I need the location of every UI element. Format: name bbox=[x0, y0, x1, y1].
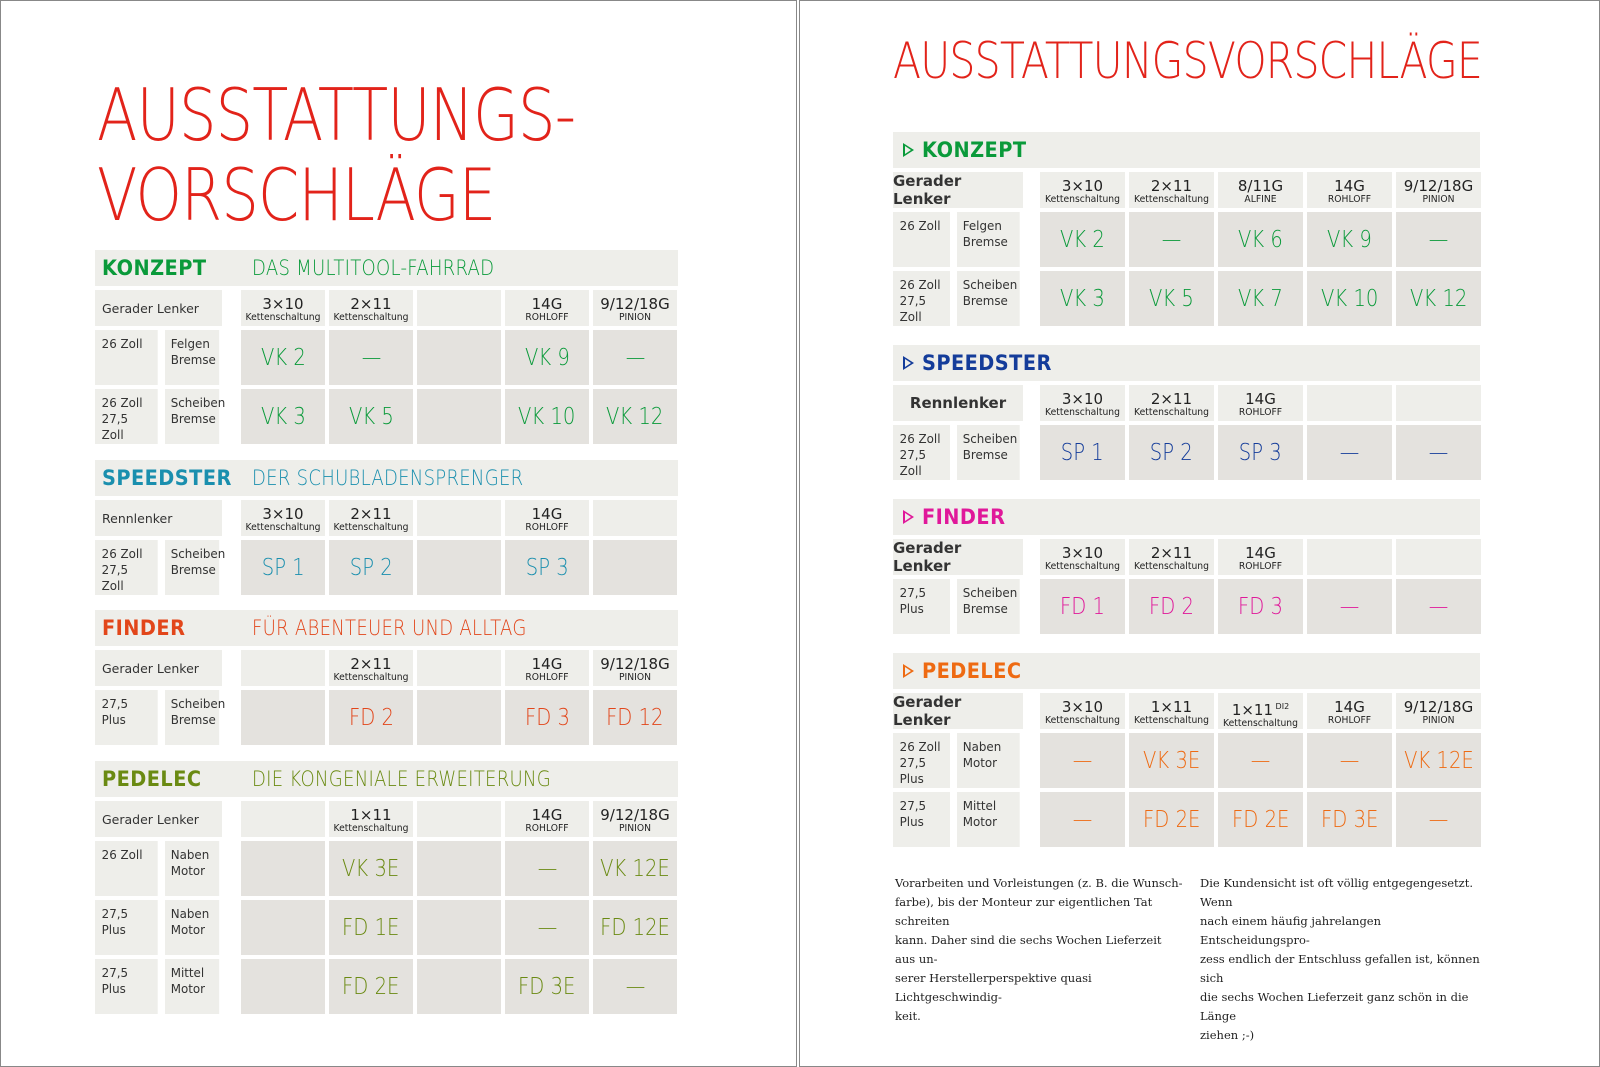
model-cell bbox=[241, 900, 325, 955]
model-cell bbox=[1218, 212, 1303, 267]
right-title: AUSSTATTUNGSVORSCHLÄGE bbox=[893, 32, 1483, 90]
column-header bbox=[593, 801, 677, 837]
brake-type: Naben Motor bbox=[957, 733, 1020, 788]
model-code: VK 6 bbox=[1238, 226, 1283, 253]
model-code: — bbox=[361, 344, 381, 371]
gear-count: 9/12/18G bbox=[1403, 698, 1474, 716]
model-code: FD 2E bbox=[1142, 806, 1201, 833]
model-code: — bbox=[1339, 593, 1360, 620]
model-code: — bbox=[1250, 747, 1271, 774]
model-cell bbox=[1307, 579, 1392, 634]
model-cell bbox=[1129, 579, 1214, 634]
model-code: — bbox=[625, 973, 645, 1000]
model-code: FD 3E bbox=[1320, 806, 1379, 833]
model-cell bbox=[241, 540, 325, 595]
model-cell bbox=[241, 841, 325, 896]
column-header bbox=[1307, 539, 1392, 575]
model-cell bbox=[241, 959, 325, 1014]
gear-type: PINION bbox=[619, 672, 651, 683]
column-header bbox=[417, 650, 501, 686]
wheel-size: 27,5 Plus bbox=[95, 900, 158, 955]
model-cell bbox=[593, 690, 677, 745]
model-code: — bbox=[1339, 439, 1360, 466]
model-cell bbox=[1040, 579, 1125, 634]
model-code: VK 5 bbox=[1149, 285, 1194, 312]
column-header bbox=[329, 290, 413, 326]
lenker-label: Gerader Lenker bbox=[893, 172, 1023, 208]
gear-count: 2×11 bbox=[1150, 390, 1193, 408]
model-code: — bbox=[1161, 226, 1182, 253]
model-cell bbox=[1129, 792, 1214, 847]
lenker-label: Gerader Lenker bbox=[95, 290, 222, 326]
model-cell bbox=[417, 389, 501, 444]
model-code: — bbox=[1428, 226, 1449, 253]
model-cell bbox=[241, 389, 325, 444]
model-code: FD 2E bbox=[1231, 806, 1290, 833]
gear-count: 3×10 bbox=[1061, 177, 1104, 195]
model-cell bbox=[1396, 212, 1481, 267]
model-cell bbox=[417, 330, 501, 385]
gear-count: 1×11 bbox=[350, 806, 392, 824]
model-code: VK 3 bbox=[260, 403, 306, 430]
gear-type: ROHLOFF bbox=[1327, 194, 1372, 205]
brake-type: Felgen Bremse bbox=[165, 330, 219, 385]
model-cell bbox=[417, 690, 501, 745]
wheel-size: 26 Zoll 27,5 Zoll bbox=[893, 271, 950, 326]
gear-type: Kettenschaltung bbox=[333, 823, 409, 834]
gear-count: 2×11 bbox=[350, 505, 392, 523]
gear-count: 9/12/18G bbox=[600, 655, 670, 673]
model-cell bbox=[1396, 733, 1481, 788]
model-code: — bbox=[1339, 747, 1360, 774]
wheel-size: 26 Zoll 27,5 Zoll bbox=[95, 389, 158, 444]
gear-type: Kettenschaltung bbox=[1045, 715, 1120, 726]
column-header bbox=[1396, 385, 1481, 421]
model-code: FD 12E bbox=[600, 914, 670, 941]
column-header bbox=[241, 500, 325, 536]
column-header bbox=[241, 650, 325, 686]
gear-count: 9/12/18G bbox=[600, 806, 670, 824]
model-code: SP 1 bbox=[1061, 439, 1104, 466]
model-cell bbox=[1307, 733, 1392, 788]
gear-count: 9/12/18G bbox=[600, 295, 670, 313]
model-cell bbox=[1218, 425, 1303, 480]
column-header bbox=[241, 290, 325, 326]
model-code: VK 2 bbox=[260, 344, 306, 371]
gear-type: ROHLOFF bbox=[1327, 715, 1372, 726]
model-code: FD 3E bbox=[518, 973, 576, 1000]
gear-type: Kettenschaltung bbox=[1045, 194, 1120, 205]
section-header-speedster bbox=[95, 460, 678, 496]
model-code: — bbox=[1428, 439, 1449, 466]
gear-count: 2×11 bbox=[350, 655, 392, 673]
gear-type: ROHLOFF bbox=[525, 522, 569, 533]
column-header bbox=[1129, 172, 1214, 208]
model-code: VK 9 bbox=[1327, 226, 1372, 253]
lenker-label: Gerader Lenker bbox=[95, 801, 222, 837]
gear-type: Kettenschaltung bbox=[1134, 407, 1209, 418]
model-cell bbox=[505, 690, 589, 745]
model-cell bbox=[1129, 733, 1214, 788]
column-header bbox=[593, 650, 677, 686]
gear-count: 8/11G bbox=[1237, 177, 1284, 195]
wheel-size: 27,5 Plus bbox=[95, 690, 158, 745]
model-code: — bbox=[1072, 747, 1093, 774]
column-header bbox=[1040, 172, 1125, 208]
model-code: FD 12 bbox=[606, 704, 664, 731]
gear-count: 1×11 $^{DI2}$ bbox=[1231, 701, 1290, 719]
model-cell bbox=[505, 841, 589, 896]
model-cell bbox=[1218, 579, 1303, 634]
play-triangle-icon bbox=[903, 143, 914, 157]
model-cell bbox=[417, 841, 501, 896]
lenker-label: Rennlenker bbox=[893, 385, 1023, 421]
model-cell bbox=[1040, 271, 1125, 326]
column-header bbox=[1218, 172, 1303, 208]
model-code: — bbox=[537, 914, 557, 941]
gear-type: Kettenschaltung bbox=[1134, 715, 1209, 726]
section-header-konzept bbox=[893, 132, 1480, 168]
left-title-line2: VORSCHLÄGE bbox=[97, 153, 496, 237]
model-cell bbox=[1040, 733, 1125, 788]
model-cell bbox=[1307, 792, 1392, 847]
model-cell bbox=[329, 900, 413, 955]
model-cell bbox=[417, 540, 501, 595]
model-cell bbox=[1307, 212, 1392, 267]
model-cell bbox=[1396, 792, 1481, 847]
section-header-konzept bbox=[95, 250, 678, 286]
left-title-line1: AUSSTATTUNGS- bbox=[97, 73, 576, 157]
brake-type: Scheiben Bremse bbox=[957, 579, 1020, 634]
brake-type: Mittel Motor bbox=[957, 792, 1020, 847]
gear-count: 14G bbox=[1334, 698, 1365, 716]
brake-type: Naben Motor bbox=[165, 900, 219, 955]
model-cell bbox=[505, 900, 589, 955]
model-code: SP 2 bbox=[349, 554, 393, 581]
model-code: — bbox=[1428, 593, 1449, 620]
model-code: FD 2 bbox=[348, 704, 394, 731]
right-page bbox=[799, 0, 1600, 1067]
model-cell bbox=[1129, 271, 1214, 326]
model-cell bbox=[505, 959, 589, 1014]
section-name: FINDER bbox=[102, 616, 186, 640]
gear-type: Kettenschaltung bbox=[1134, 194, 1209, 205]
model-code: SP 2 bbox=[1150, 439, 1193, 466]
model-cell bbox=[241, 690, 325, 745]
wheel-size: 26 Zoll bbox=[95, 841, 158, 896]
model-code: FD 1E bbox=[342, 914, 400, 941]
model-cell bbox=[1218, 792, 1303, 847]
section-header-finder bbox=[95, 610, 678, 646]
gear-count: 14G bbox=[1334, 177, 1365, 195]
model-cell bbox=[329, 540, 413, 595]
model-cell bbox=[505, 330, 589, 385]
model-code: VK 12E bbox=[1403, 747, 1474, 774]
gear-type: ALFINE bbox=[1244, 194, 1277, 205]
lenker-label: Gerader Lenker bbox=[893, 539, 1023, 575]
model-cell bbox=[329, 389, 413, 444]
brake-type: Mittel Motor bbox=[165, 959, 219, 1014]
model-cell bbox=[593, 389, 677, 444]
wheel-size: 26 Zoll bbox=[893, 212, 950, 267]
model-cell bbox=[593, 540, 677, 595]
column-header bbox=[417, 500, 501, 536]
gear-type: Kettenschaltung bbox=[1045, 407, 1120, 418]
play-triangle-icon bbox=[903, 510, 914, 524]
column-header bbox=[1129, 539, 1214, 575]
wheel-size: 26 Zoll 27,5 Zoll bbox=[95, 540, 158, 595]
gear-type: Kettenschaltung bbox=[1045, 561, 1120, 572]
column-header bbox=[1129, 385, 1214, 421]
section-subtitle: DIE KONGENIALE ERWEITERUNG bbox=[252, 767, 552, 791]
model-cell bbox=[1218, 271, 1303, 326]
brake-type: Scheiben Bremse bbox=[957, 271, 1020, 326]
brake-type: Felgen Bremse bbox=[957, 212, 1020, 267]
model-code: FD 1 bbox=[1060, 593, 1105, 620]
gear-count: 2×11 bbox=[1150, 177, 1193, 195]
model-code: VK 12E bbox=[600, 855, 670, 882]
brake-type: Scheiben Bremse bbox=[165, 389, 219, 444]
model-code: — bbox=[625, 344, 645, 371]
section-name: KONZEPT bbox=[102, 256, 207, 280]
model-code: VK 12 bbox=[1409, 285, 1468, 312]
gear-type: PINION bbox=[619, 823, 651, 834]
gear-type: Kettenschaltung bbox=[333, 522, 409, 533]
model-cell bbox=[1307, 425, 1392, 480]
wheel-size: 27,5 Plus bbox=[893, 792, 950, 847]
gear-count: 14G bbox=[531, 505, 563, 523]
model-cell bbox=[417, 959, 501, 1014]
brake-type: Scheiben Bremse bbox=[165, 690, 219, 745]
gear-type: Kettenschaltung bbox=[333, 672, 409, 683]
model-code: SP 1 bbox=[261, 554, 305, 581]
column-header bbox=[241, 801, 325, 837]
left-page bbox=[0, 0, 797, 1067]
gear-count: 2×11 bbox=[1150, 544, 1193, 562]
wheel-size: 26 Zoll bbox=[95, 330, 158, 385]
section-header-finder bbox=[893, 499, 1480, 535]
model-code: SP 3 bbox=[525, 554, 569, 581]
play-triangle-icon bbox=[903, 356, 914, 370]
body-text-left: Vorarbeiten und Vorleistungen (z. B. die Wunsch- farbe), bis der Monteur zur eigentlichen Tat schreiten kann. Daher sind die sechs Wochen Lieferzeit aus un- serer Herstellerperspektive quasi Lichtgeschwindig- keit. bbox=[895, 876, 1183, 1023]
model-code: FD 3 bbox=[524, 704, 570, 731]
model-cell bbox=[417, 900, 501, 955]
section-name: KONZEPT bbox=[922, 138, 1027, 162]
model-cell bbox=[1040, 425, 1125, 480]
section-header-speedster bbox=[893, 345, 1480, 381]
column-header bbox=[417, 290, 501, 326]
model-code: VK 10 bbox=[1320, 285, 1379, 312]
gear-count: 2×11 bbox=[350, 295, 392, 313]
gear-count: 3×10 bbox=[262, 295, 304, 313]
column-header bbox=[1040, 385, 1125, 421]
column-header bbox=[1396, 172, 1481, 208]
model-cell bbox=[329, 690, 413, 745]
column-header bbox=[1218, 539, 1303, 575]
model-code: — bbox=[1072, 806, 1093, 833]
gear-count: 3×10 bbox=[1061, 698, 1104, 716]
column-header bbox=[1129, 693, 1214, 729]
gear-type: PINION bbox=[1422, 715, 1455, 726]
model-cell bbox=[1129, 425, 1214, 480]
gear-type: ROHLOFF bbox=[1238, 561, 1283, 572]
column-header bbox=[1307, 172, 1392, 208]
section-name: PEDELEC bbox=[922, 659, 1022, 683]
column-header bbox=[505, 290, 589, 326]
section-header-pedelec bbox=[893, 653, 1480, 689]
gear-count: 3×10 bbox=[262, 505, 304, 523]
model-cell bbox=[1307, 271, 1392, 326]
column-header bbox=[329, 650, 413, 686]
gear-count: 14G bbox=[531, 295, 563, 313]
gear-type: Kettenschaltung bbox=[1134, 561, 1209, 572]
column-header bbox=[505, 650, 589, 686]
model-cell bbox=[1129, 212, 1214, 267]
model-code: FD 2 bbox=[1149, 593, 1194, 620]
gear-type: PINION bbox=[1422, 194, 1455, 205]
column-header bbox=[1040, 693, 1125, 729]
lenker-label: Gerader Lenker bbox=[893, 693, 1023, 729]
model-code: — bbox=[537, 855, 557, 882]
wheel-size: 26 Zoll 27,5 Zoll bbox=[893, 425, 950, 480]
model-code: VK 5 bbox=[348, 403, 394, 430]
gear-count: 3×10 bbox=[1061, 544, 1104, 562]
model-cell bbox=[593, 900, 677, 955]
column-header bbox=[1040, 539, 1125, 575]
gear-type: ROHLOFF bbox=[525, 312, 569, 323]
model-code: VK 10 bbox=[518, 403, 576, 430]
model-cell bbox=[505, 540, 589, 595]
gear-type: ROHLOFF bbox=[525, 823, 569, 834]
model-cell bbox=[593, 841, 677, 896]
model-code: VK 3E bbox=[342, 855, 400, 882]
column-header bbox=[1218, 385, 1303, 421]
model-code: VK 7 bbox=[1238, 285, 1283, 312]
gear-count: 14G bbox=[531, 806, 563, 824]
wheel-size: 26 Zoll 27,5 Plus bbox=[893, 733, 950, 788]
column-header bbox=[1396, 693, 1481, 729]
model-cell bbox=[505, 389, 589, 444]
model-cell bbox=[241, 330, 325, 385]
section-subtitle: DER SCHUBLADENSPRENGER bbox=[252, 466, 524, 490]
model-cell bbox=[329, 841, 413, 896]
section-name: SPEEDSTER bbox=[922, 351, 1052, 375]
model-code: SP 3 bbox=[1239, 439, 1282, 466]
model-code: VK 3E bbox=[1142, 747, 1201, 774]
play-triangle-icon bbox=[903, 664, 914, 678]
model-cell bbox=[329, 330, 413, 385]
gear-suffix: DI2 bbox=[1273, 702, 1290, 711]
section-subtitle: FÜR ABENTEUER UND ALLTAG bbox=[252, 616, 527, 640]
gear-type: Kettenschaltung bbox=[245, 312, 321, 323]
brake-type: Scheiben Bremse bbox=[957, 425, 1020, 480]
model-cell bbox=[593, 330, 677, 385]
model-code: VK 3 bbox=[1060, 285, 1105, 312]
gear-count: 14G bbox=[1245, 390, 1276, 408]
model-cell bbox=[1040, 212, 1125, 267]
wheel-size: 27,5 Plus bbox=[95, 959, 158, 1014]
section-header-pedelec bbox=[95, 761, 678, 797]
gear-type: Kettenschaltung bbox=[333, 312, 409, 323]
lenker-label: Rennlenker bbox=[95, 500, 222, 536]
body-text-right: Die Kundensicht ist oft völlig entgegengesetzt. Wenn nach einem häufig jahrelangen Entscheidungspro- zess endlich der Entschluss gefallen ist, können sich die sechs Wochen Lieferzeit ganz schön in die Länge ziehen ;-) bbox=[1200, 876, 1480, 1042]
lenker-label: Gerader Lenker bbox=[95, 650, 222, 686]
column-header bbox=[505, 801, 589, 837]
brake-type: Naben Motor bbox=[165, 841, 219, 896]
gear-count: 3×10 bbox=[1061, 390, 1104, 408]
gear-type: Kettenschaltung bbox=[1223, 718, 1298, 729]
column-header bbox=[417, 801, 501, 837]
gear-type: ROHLOFF bbox=[525, 672, 569, 683]
gear-type: ROHLOFF bbox=[1238, 407, 1283, 418]
gear-count: 14G bbox=[1245, 544, 1276, 562]
model-cell bbox=[1040, 792, 1125, 847]
gear-count: 9/12/18G bbox=[1403, 177, 1474, 195]
wheel-size: 27,5 Plus bbox=[893, 579, 950, 634]
column-header bbox=[1396, 539, 1481, 575]
column-header bbox=[593, 500, 677, 536]
column-header bbox=[1307, 693, 1392, 729]
column-header bbox=[1218, 693, 1303, 729]
model-code: FD 3 bbox=[1238, 593, 1283, 620]
model-cell bbox=[1396, 271, 1481, 326]
model-cell bbox=[1218, 733, 1303, 788]
column-header bbox=[593, 290, 677, 326]
column-header bbox=[329, 801, 413, 837]
column-header bbox=[329, 500, 413, 536]
model-cell bbox=[329, 959, 413, 1014]
section-subtitle: DAS MULTITOOL-FAHRRAD bbox=[252, 256, 495, 280]
brake-type: Scheiben Bremse bbox=[165, 540, 219, 595]
gear-type: Kettenschaltung bbox=[245, 522, 321, 533]
model-code: VK 12 bbox=[606, 403, 664, 430]
column-header bbox=[1307, 385, 1392, 421]
model-code: VK 9 bbox=[524, 344, 570, 371]
model-cell bbox=[1396, 579, 1481, 634]
column-header bbox=[505, 500, 589, 536]
section-name: SPEEDSTER bbox=[102, 466, 232, 490]
gear-count: 1×11 bbox=[1150, 698, 1193, 716]
model-code: — bbox=[1428, 806, 1449, 833]
model-code: VK 2 bbox=[1060, 226, 1105, 253]
gear-count: 14G bbox=[531, 655, 563, 673]
section-name: FINDER bbox=[922, 505, 1006, 529]
section-name: PEDELEC bbox=[102, 767, 202, 791]
model-cell bbox=[593, 959, 677, 1014]
model-code: FD 2E bbox=[342, 973, 400, 1000]
gear-type: PINION bbox=[619, 312, 651, 323]
model-cell bbox=[1396, 425, 1481, 480]
